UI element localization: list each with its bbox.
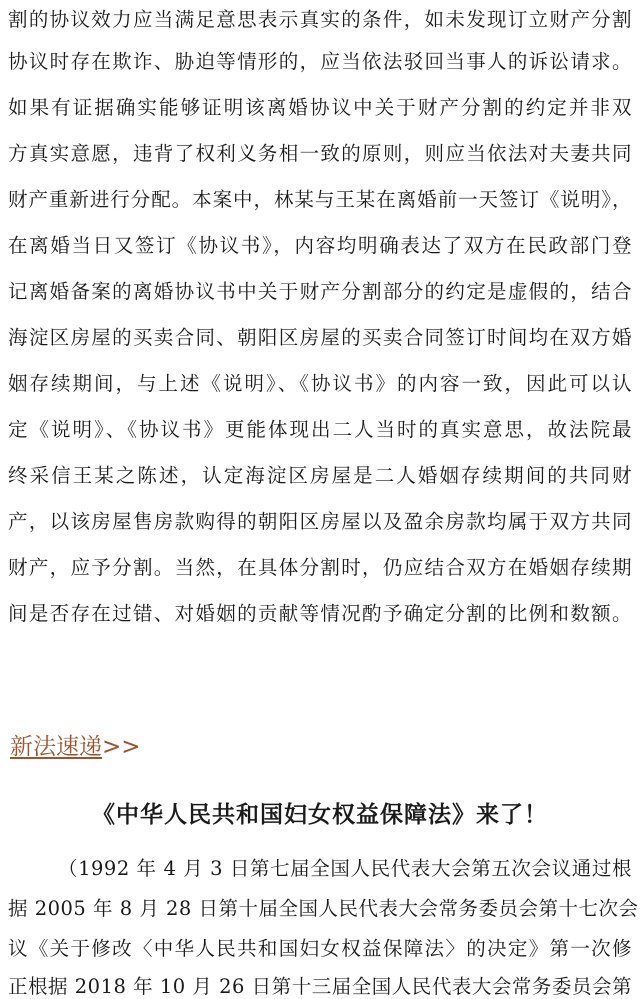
article-line: 方真实意愿，违背了权利义务相一致的原则，则应当依法对夫妻共同 xyxy=(8,142,632,165)
article-line: 记离婚备案的离婚协议书中关于财产分割部分的约定是虚假的，结合 xyxy=(8,280,632,303)
section-heading xyxy=(10,728,141,761)
law-line: 正根据 2018 年 10 月 26 日第十三届全国人民代表大会常务委员会第 xyxy=(8,975,632,998)
law-line: （1992 年 4 月 3 日第七届全国人民代表大会第五次会议通过根 xyxy=(58,857,632,880)
law-line: 据 2005 年 8 月 28 日第十届全国人民代表大会常务委员会第十七次会 xyxy=(8,897,639,920)
article-line: 如果有证据确实能够证明该离婚协议中关于财产分割的约定并非双 xyxy=(8,96,632,119)
law-line: 议《关于修改〈中华人民共和国妇女权益保障法〉的决定》第一次修 xyxy=(8,937,632,960)
article-line: 定《说明》、《协议书》更能体现出二人当时的真实意思，故法院最 xyxy=(8,418,632,441)
article-line: 姻存续期间，与上述《说明》、《协议书》的内容一致，因此可以认 xyxy=(8,372,632,395)
double-arrow-icon: >> xyxy=(102,734,141,760)
article-line: 协议时存在欺诈、胁迫等情形的，应当依法驳回当事人的诉讼请求。 xyxy=(8,50,632,73)
article-line: 财产，应予分割。当然，在具体分割时，仍应结合双方在婚姻存续期 xyxy=(8,556,632,579)
article-line: 产，以该房屋售房款购得的朝阳区房屋以及盈余房款均属于双方共同 xyxy=(8,510,632,533)
article-line: 财产重新进行分配。本案中，林某与王某在离婚前一天签订《说明》， xyxy=(8,188,632,211)
article-line: 在离婚当日又签订《协议书》，内容均明确表达了双方在民政部门登 xyxy=(8,234,632,257)
article-line: 终采信王某之陈述，认定海淀区房屋是二人婚姻存续期间的共同财 xyxy=(8,464,632,487)
article-line: 间是否存在过错、对婚姻的贡献等情况酌予确定分割的比例和数额。 xyxy=(8,602,632,625)
law-title: 《中华人民共和国妇女权益保障法》来了！ xyxy=(92,801,548,828)
article-line: 割的协议效力应当满足意思表示真实的条件，如未发现订立财产分割 xyxy=(8,8,632,31)
article-line: 海淀区房屋的买卖合同、朝阳区房屋的买卖合同签订时间均在双方婚 xyxy=(8,326,632,349)
section-heading-title: 新法速递 xyxy=(10,734,102,760)
